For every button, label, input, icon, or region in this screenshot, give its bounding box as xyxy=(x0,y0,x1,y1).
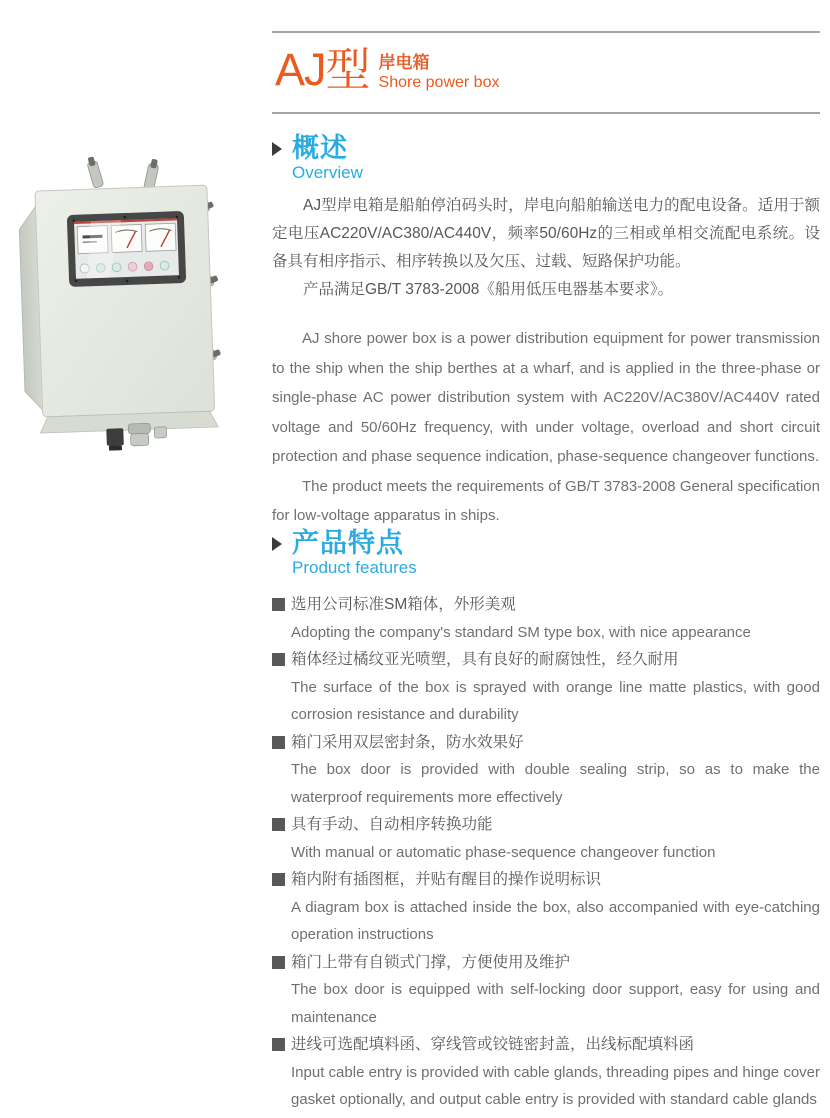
overview-title-en: Overview xyxy=(292,163,363,182)
overview-paragraph-en: The product meets the requirements of GB/T 3783-2008 General specification for low-voltage apparatus in ships. xyxy=(272,477,820,524)
section-marker-icon xyxy=(272,537,282,551)
feature-text-en: The surface of the box is sprayed with orange line matte plastics, with good corrosion resistance and durability xyxy=(291,678,820,723)
feature-text-zh: 选用公司标准SM箱体，外形美观 xyxy=(291,596,516,613)
feature-zh-line xyxy=(272,646,820,674)
feature-text-en: With manual or automatic phase-sequence changeover function xyxy=(291,843,716,861)
features-title-zh: 产品特点 xyxy=(292,528,404,558)
bullet-icon xyxy=(272,598,285,611)
product-photo xyxy=(14,156,240,456)
feature-text-en: Adopting the company's standard SM type box, with nice appearance xyxy=(291,623,751,641)
bullet-icon xyxy=(272,736,285,749)
features-heading xyxy=(272,528,820,578)
feature-item xyxy=(272,1031,820,1114)
overview-heading xyxy=(272,133,820,183)
feature-item xyxy=(272,646,820,729)
product-names xyxy=(379,53,500,93)
feature-item xyxy=(272,811,820,866)
product-name-zh: 岸电箱 xyxy=(378,53,430,72)
feature-item xyxy=(272,591,820,646)
feature-text-en: Input cable entry is provided with cable glands, threading pipes and hinge cover gasket optionally, and output cable entry is provided with standard cable glands xyxy=(291,1063,820,1108)
feature-text-zh: 进线可选配填料函、穿线管或铰链密封盖，出线标配填料函 xyxy=(291,1036,695,1053)
product-name-en: Shore power box xyxy=(378,74,500,91)
feature-text-en: The box door is provided with double sealing strip, so as to make the waterproof requirements more effectively xyxy=(291,761,820,806)
shore-power-box-illustration xyxy=(14,156,240,456)
features-title-en: Product features xyxy=(292,558,417,577)
analog-meter xyxy=(145,223,176,251)
feature-zh-line xyxy=(272,591,820,619)
feature-zh-line xyxy=(272,729,820,757)
latch-icon xyxy=(86,156,104,188)
bullet-icon xyxy=(272,956,285,969)
feature-item xyxy=(272,866,820,949)
product-model: AJ型 xyxy=(275,44,370,95)
bullet-icon xyxy=(272,653,285,666)
feature-list xyxy=(272,591,820,1114)
feature-text-zh: 具有手动、自动相序转换功能 xyxy=(291,816,493,833)
overview-paragraph-en: AJ shore power box is a power distribution equipment for power transmission to the ship when the ship berthes at a wharf, and is applied in the three-phase or single-phase AC power distribution system with AC220V/AC380V/AC440V rated voltage and 50/60Hz frequency, with under voltage, overload and short circuit protection and phase sequence indication, phase-sequence changeover functions. xyxy=(272,330,820,465)
overview-paragraph-zh: AJ型岸电箱是船舶停泊码头时，岸电向船舶输送电力的配电设备。适用于额定电压AC220V/AC380/AC440V，频率50/60Hz的三相或单相交流配电系统。设备具有相序指示、相序转换以及欠压、过载、短路保护功能。 xyxy=(272,197,820,270)
feature-zh-line xyxy=(272,811,820,839)
bullet-icon xyxy=(272,873,285,886)
section-features xyxy=(272,528,820,1114)
feature-zh-line xyxy=(272,949,820,977)
page-title xyxy=(275,44,499,96)
feature-zh-line xyxy=(272,1031,820,1059)
feature-item xyxy=(272,949,820,1032)
feature-text-zh: 箱门采用双层密封条，防水效果好 xyxy=(291,733,524,751)
overview-paragraphs-en xyxy=(272,324,820,531)
feature-zh-line xyxy=(272,866,820,894)
section-overview xyxy=(272,133,820,531)
feature-text-en: A diagram box is attached inside the box, also accompanied with eye-catching operation instructions xyxy=(291,898,820,943)
feature-text-zh: 箱门上带有自锁式门撑，方便使用及维护 xyxy=(291,953,571,971)
overview-title-zh: 概述 xyxy=(292,133,348,163)
bullet-icon xyxy=(272,1038,285,1051)
latch-icon xyxy=(144,158,160,190)
header-divider-bottom xyxy=(272,112,820,114)
header-divider-top xyxy=(272,31,820,33)
feature-text-zh: 箱内附有插图框，并贴有醒目的操作说明标识 xyxy=(291,871,602,888)
bullet-icon xyxy=(272,818,285,831)
feature-item xyxy=(272,729,820,812)
feature-text-en: The box door is equipped with self-locking door support, easy for using and maintenance xyxy=(291,981,820,1026)
overview-paragraphs-zh xyxy=(272,192,820,304)
section-marker-icon xyxy=(272,142,282,156)
overview-paragraph-zh: 产品满足GB/T 3783-2008《船用低压电器基本要求》。 xyxy=(303,281,674,298)
feature-text-zh: 箱体经过橘纹亚光喷塑，具有良好的耐腐蚀性，经久耐用 xyxy=(291,651,679,668)
